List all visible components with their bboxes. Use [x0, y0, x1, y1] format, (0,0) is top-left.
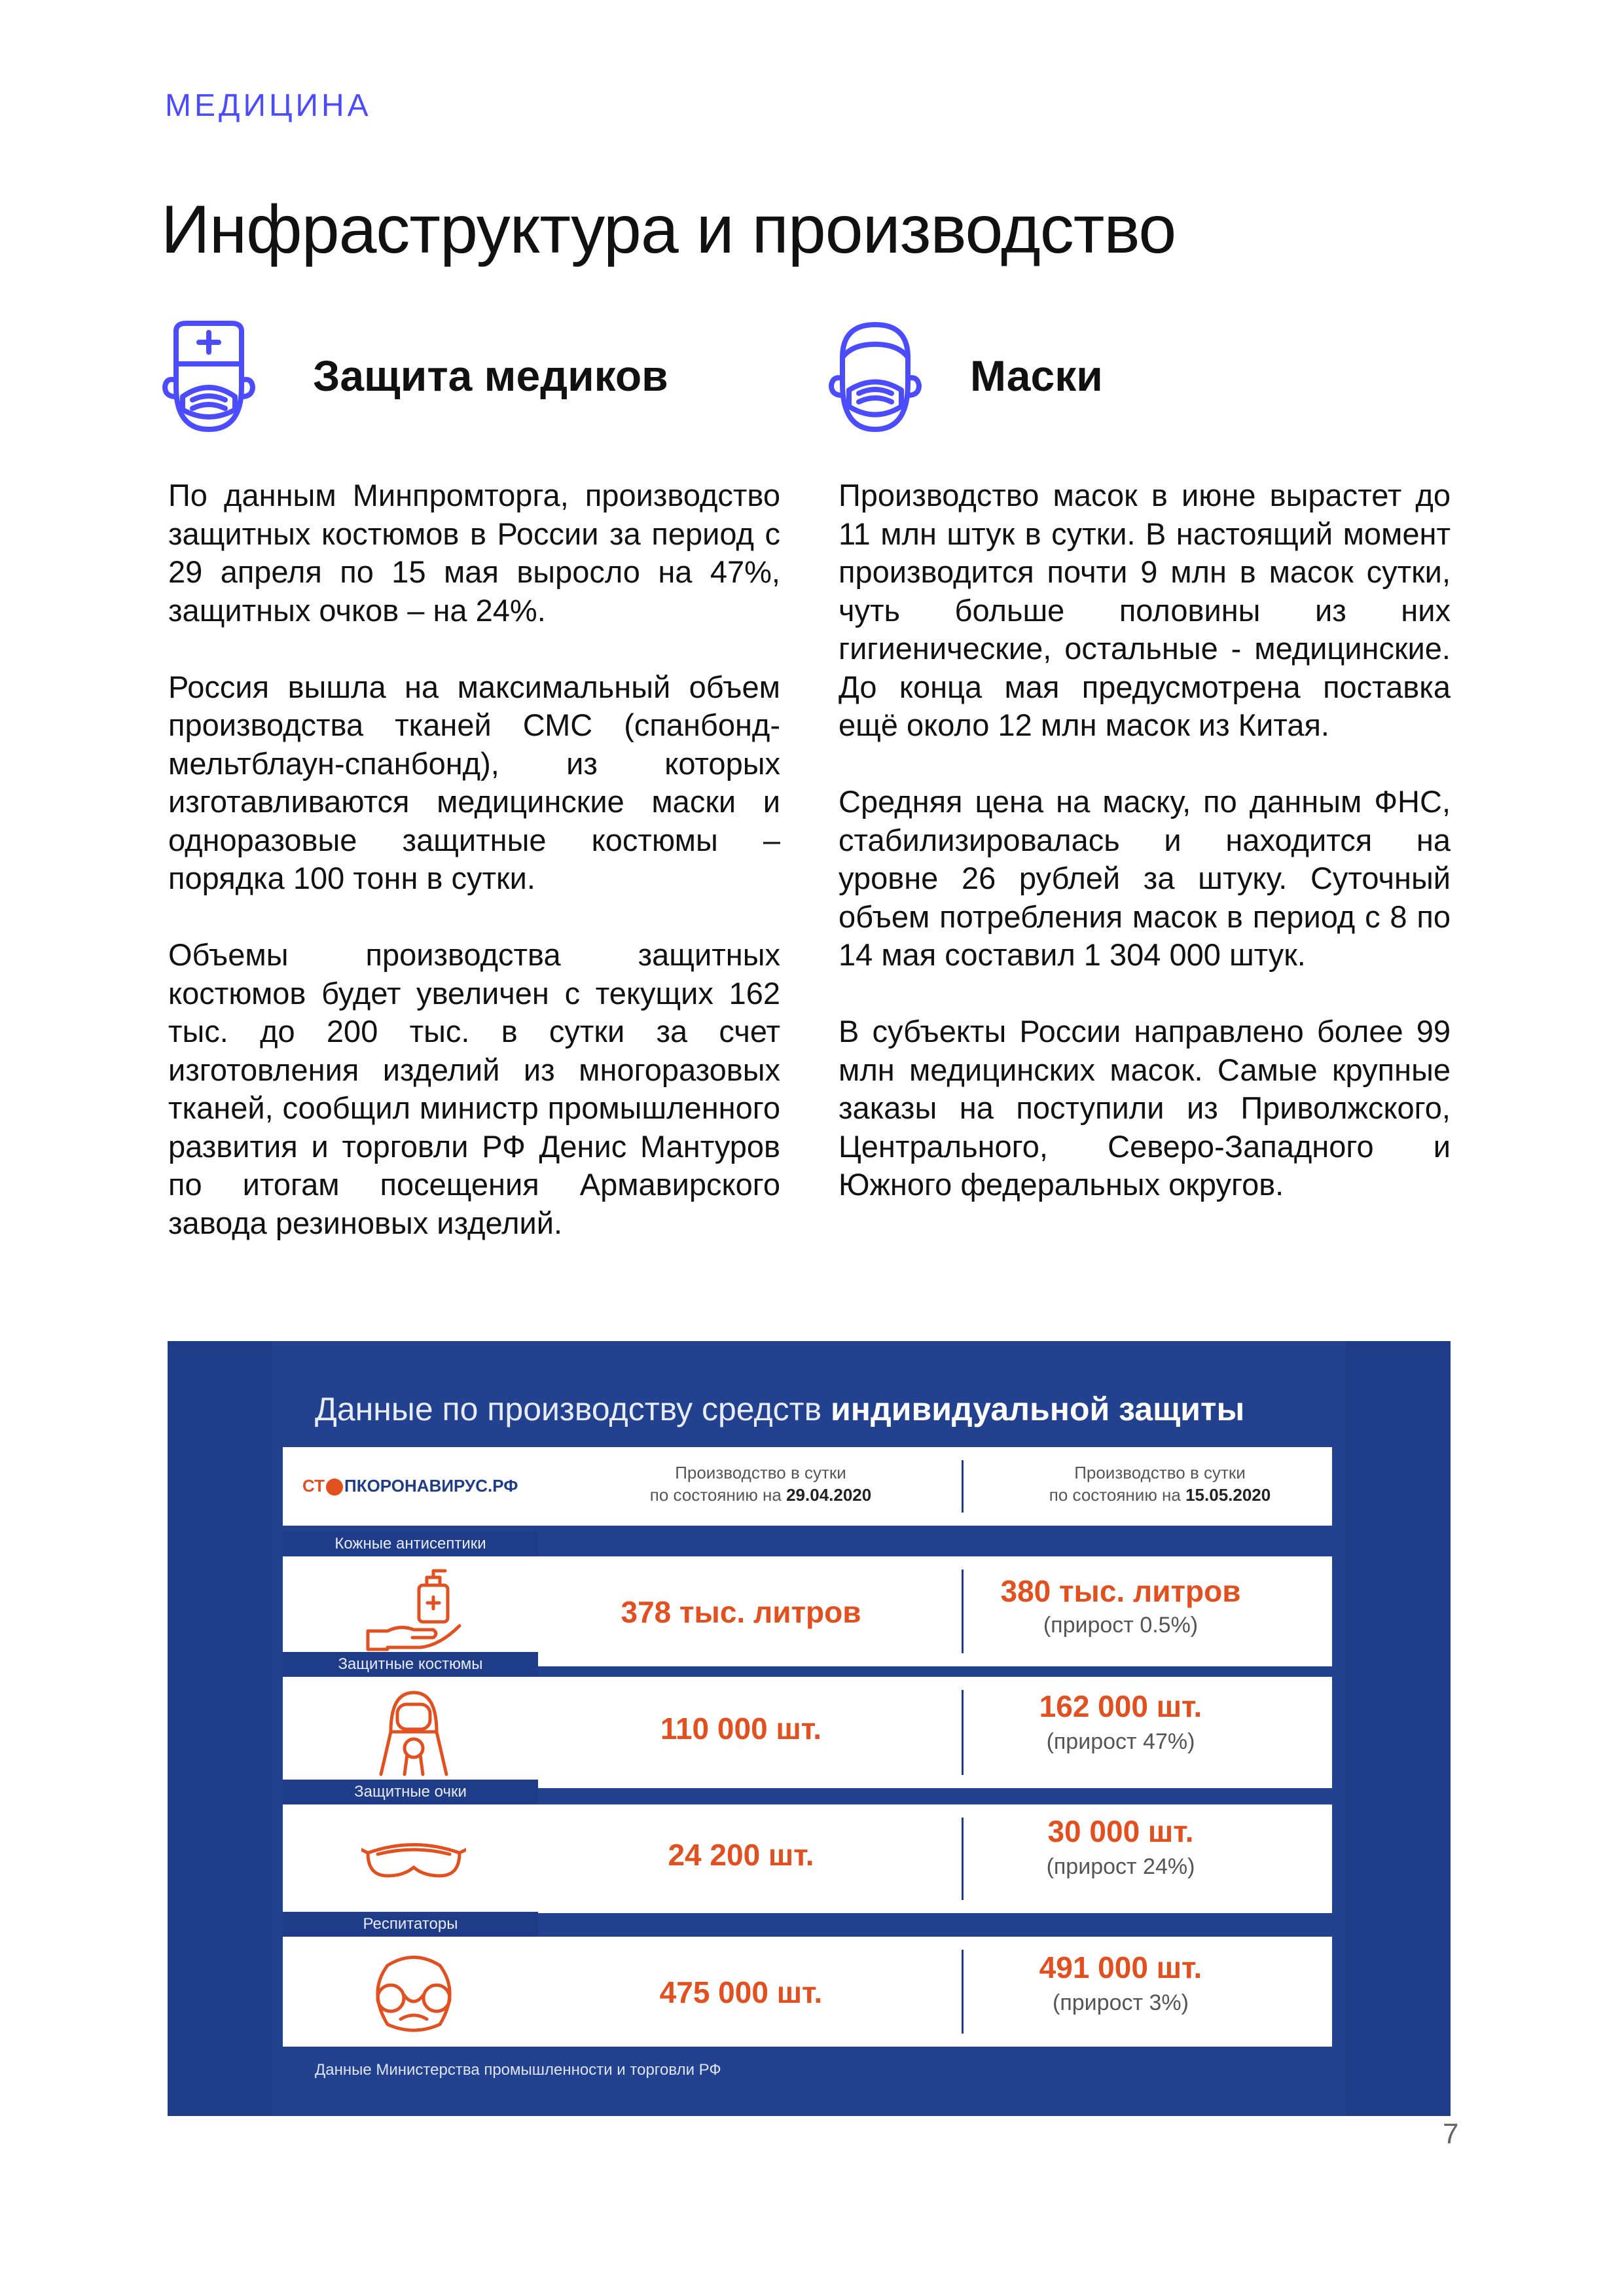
column-heading-masks: Маски	[970, 351, 1103, 400]
infographic-source: Данные Министерства промышленности и торговли РФ	[315, 2061, 721, 2079]
category-label: Защитные костюмы	[283, 1652, 538, 1677]
data-row	[283, 1937, 1332, 2047]
left-column-text	[168, 476, 780, 1281]
paragraph: Производство масок в июне вырастет до 11 млн штук в сутки. В настоящий момент производится почти 9 млн в масок сутки, чуть больше половины из них гигиенические, остальные - медицинские. До конца мая предусмотрена поставка ещё около 12 млн масок из Китая.	[839, 478, 1451, 742]
virus-ball-icon	[326, 1479, 343, 1496]
paragraph: Объемы производства защитных костюмов будет увеличен с текущих 162 тыс. до 200 тыс. в сутки за счет изготовления изделий из многоразовых тканей, сообщил министр промышленного развития и торговли РФ Денис Мантуров по итогам посещения Армавирского завода резиновых изделий.	[168, 937, 780, 1240]
header-date: 29.04.2020	[786, 1485, 872, 1505]
data-row	[283, 1677, 1332, 1788]
value-april: 24 200 шт.	[668, 1838, 814, 1872]
category-label: Респитаторы	[283, 1912, 538, 1937]
header-line	[977, 1484, 1343, 1506]
infographic-title	[315, 1390, 1244, 1428]
right-column-text	[839, 476, 1451, 1242]
value-april: 110 000 шт.	[660, 1712, 822, 1746]
infographic-title-bold: индивидуальной защиты	[831, 1391, 1245, 1427]
page-number: 7	[1443, 2118, 1459, 2150]
header-divider	[962, 1460, 964, 1513]
category-label: Кожные антисептики	[283, 1532, 538, 1556]
logo-prefix: СТ	[302, 1476, 325, 1496]
growth-label: (прирост 0.5%)	[1043, 1613, 1199, 1638]
category-label: Защитные очки	[283, 1780, 538, 1804]
logo-main: ПКОРОНАВИРУС.РФ	[344, 1476, 518, 1496]
value-may: 380 тыс. литров	[1000, 1574, 1241, 1608]
paragraph: Средняя цена на маску, по данным ФНС, стабилизировалась и находится на уровне 26 рублей за штуку. Суточный объем потребления масок в период с 8 по 14 мая составил 1 304 000 штук.	[839, 784, 1451, 972]
value-may: 491 000 шт.	[1039, 1950, 1202, 1984]
infographic-title-regular: Данные по производству средств	[315, 1391, 831, 1427]
header-line	[577, 1484, 944, 1506]
respirator-icon	[361, 1946, 466, 2037]
header-line: Производство в сутки	[1074, 1463, 1246, 1482]
section-tag: МЕДИЦИНА	[165, 88, 372, 123]
header-prefix: по состоянию на	[649, 1485, 787, 1505]
header-prefix: по состоянию на	[1049, 1485, 1186, 1505]
data-row	[283, 1556, 1332, 1666]
value-may: 30 000 шт.	[1047, 1814, 1194, 1848]
growth-label: (прирост 24%)	[1046, 1854, 1195, 1879]
mask-person-icon	[826, 318, 924, 436]
paragraph: В субъекты России направлено более 99 млн медицинских масок. Самые крупные заказы на поступили из Приволжского, Центрального, Северо-Западного и Южного федеральных округов.	[839, 1014, 1451, 1202]
hazmat-suit-icon	[361, 1686, 466, 1778]
header-line: Производство в сутки	[675, 1463, 846, 1482]
column-header-april	[577, 1462, 944, 1506]
value-may: 162 000 шт.	[1039, 1689, 1202, 1723]
value-april: 475 000 шт.	[659, 1975, 823, 2009]
column-heading-medics: Защита медиков	[313, 351, 668, 400]
safety-goggles-icon	[361, 1814, 466, 1905]
stopcoronavirus-logo	[302, 1476, 518, 1496]
header-date: 15.05.2020	[1185, 1485, 1271, 1505]
growth-label: (прирост 3%)	[1053, 1990, 1189, 2015]
infographic-header-row	[283, 1447, 1332, 1526]
page-title: Инфраструктура и производство	[161, 192, 1176, 268]
value-april: 378 тыс. литров	[621, 1595, 861, 1629]
hand-sanitizer-icon	[361, 1566, 466, 1657]
column-header-may	[977, 1462, 1343, 1506]
infographic	[168, 1341, 1451, 2116]
data-row	[283, 1804, 1332, 1913]
growth-label: (прирост 47%)	[1046, 1729, 1195, 1754]
medic-icon	[160, 318, 258, 436]
paragraph: По данным Минпромторга, производство защитных костюмов в России за период с 29 апреля по 15 мая выросло на 47%, защитных очков – на 24%.	[168, 478, 780, 628]
paragraph: Россия вышла на максимальный объем производства тканей СМС (спанбонд-мельтблаун-спанбонд), из которых изготавливаются медицинские маски и одноразовые защитные костюмы – порядка 100 тонн в сутки.	[168, 669, 780, 895]
